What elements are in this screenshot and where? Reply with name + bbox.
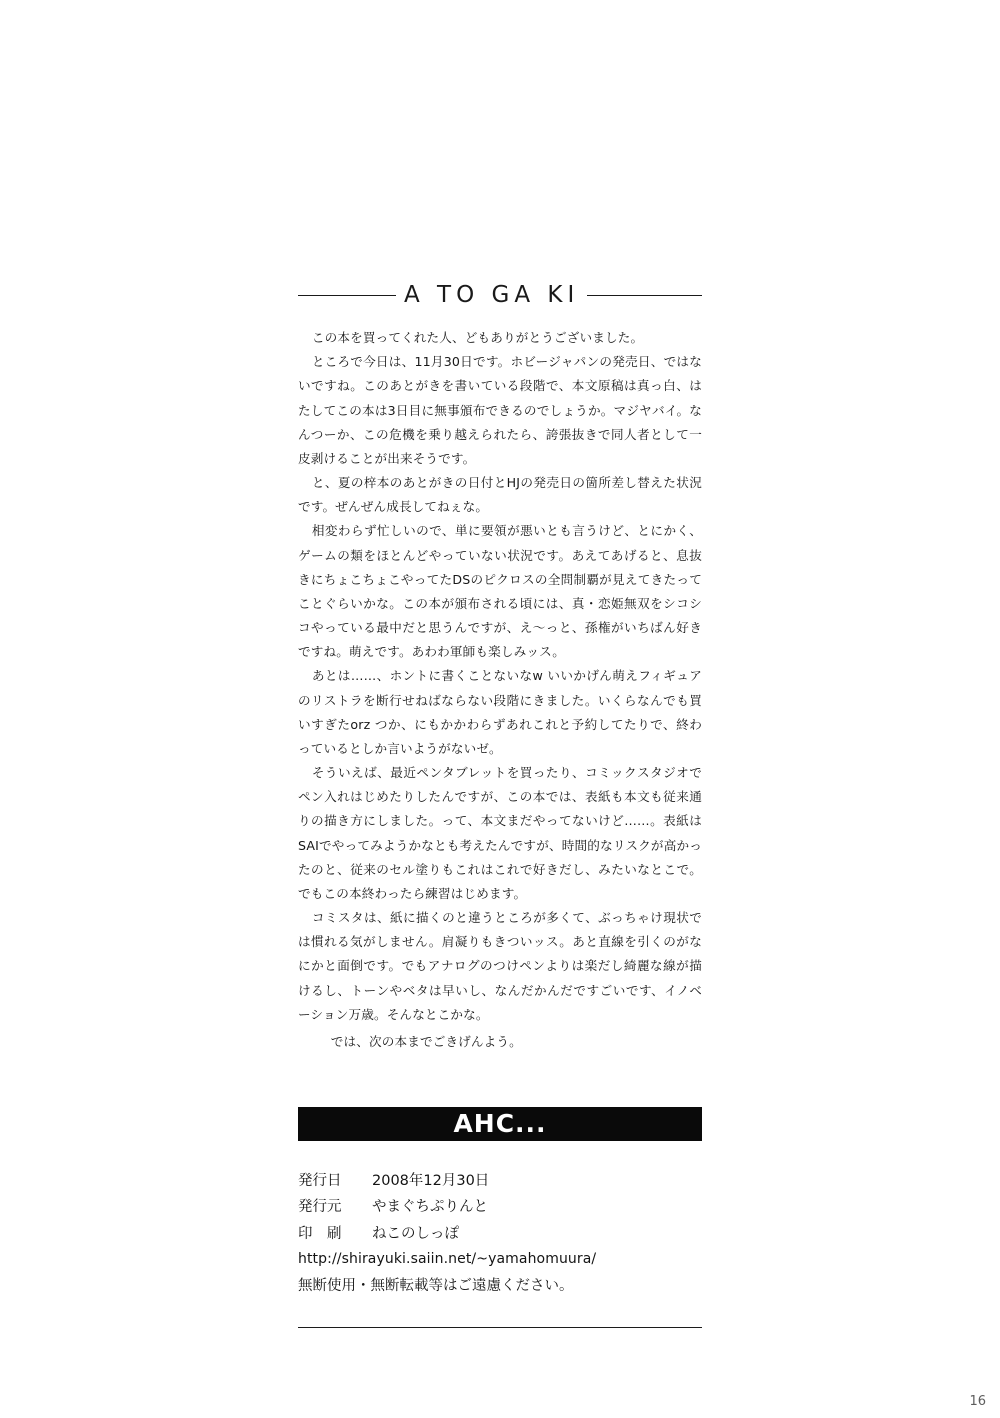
afterword-paragraph: ところで今日は、11月30日です。ホビージャパンの発売日、ではないですね。このあとがきを書いている段階で、本文原稿は真っ白、はたしてこの本は3日目に無事頒布できるのでしょうか。マジヤバイ。なんつーか、この危機を乗り越えられたら、誇張抜きで同人者として一皮剥けることが出来そうです。 [298,354,702,466]
copyright-notice: 無断使用・無断転載等はご遠慮ください。 [298,1277,574,1294]
footer-divider [298,1327,702,1328]
imprint-row-publisher [298,1194,702,1220]
imprint-row-publish-date [298,1168,702,1194]
printer-value: ねこのしっぽ [372,1225,459,1242]
page-number: 16 [969,1394,986,1409]
afterword-paragraph: そういえば、最近ペンタブレットを買ったり、コミックスタジオでペン入れはじめたりしたんですが、この本では、表紙も本文も従来通りの描き方にしました。って、本文まだやってないけど……。表紙はSAIでやってみようかなとも考えたんですが、時間的なリスクが高かったのと、従来のセル塗りもこれはこれで好きだし、みたいなとこで。でもこの本終わったら練習はじめます。 [298,765,702,901]
colophon-banner-label: AHC... [453,1109,547,1138]
afterword-section [298,278,702,1054]
imprint-block [298,1168,702,1299]
colophon-banner [298,1107,702,1141]
afterword-paragraph: この本を買ってくれた人、どもありがとうございました。 [311,330,644,345]
afterword-closing-line: では、次の本までごきげんよう。 [330,1033,522,1049]
publisher-value: やまぐちぷりんと [372,1199,488,1216]
afterword-title-row [298,278,702,312]
publish-date-value: 2008年12月30日 [372,1173,490,1189]
afterword-paragraph: 相変わらず忙しいので、単に要領が悪いとも言うけど、とにかく、ゲームの類をほとんどやっていない状況です。あえてあげると、息抜きにちょこちょこやってたDSのピクロスの全問制覇が見えてきたってことぐらいかな。この本が頒布される頃には、真・恋姫無双をシコシコやっている最中だと思うんですが、え〜っと、孫権がいちばん好きですね。萌えです。あわわ軍師も楽しみッス。 [298,523,702,660]
page-title: A TO GA KI [396,278,587,312]
website-url[interactable]: http://shirayuki.saiin.net/~yamahomuura/ [298,1251,597,1268]
afterword-paragraph: コミスタは、紙に描くのと違うところが多くて、ぶっちゃけ現状では慣れる気がしません。肩凝りもきついッス。あと直線を引くのがなにかと面倒です。でもアナログのつけペンよりは楽だし綺麗な線が描けるし、トーンやベタは早いし、なんだかんだですごいです、イノベーション万歳。そんなとこかな。 [298,910,702,1022]
afterword-body [298,326,702,1054]
afterword-paragraph: と、夏の梓本のあとがきの日付とHJの発売日の箇所差し替えた状況です。ぜんぜん成長してねぇな。 [298,475,702,515]
afterword-paragraph: あとは……、ホントに書くことないなw いいかげん萌えフィギュアのリストラを断行せねばならない段階にきました。いくらなんでも買いすぎたorz つか、にもかかわらずあれこれと予約してたりで、終わっているとしか言いようがないゼ。 [298,668,702,756]
printer-label: 印 刷 [298,1225,342,1242]
colophon-section [298,1107,702,1299]
imprint-row-printer [298,1221,702,1247]
publish-date-label: 発行日 [298,1173,342,1189]
publisher-label: 発行元 [298,1199,342,1216]
